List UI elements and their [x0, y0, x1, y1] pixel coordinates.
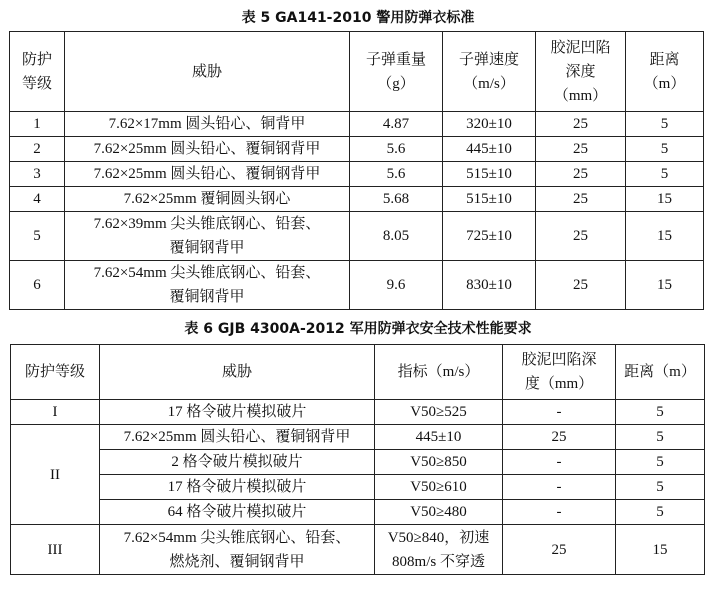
clay-depth-cell: 25: [536, 261, 626, 310]
header-threat: 威胁: [100, 345, 375, 400]
header-distance: 距离（m）: [616, 345, 705, 400]
clay-depth-cell: 25: [536, 137, 626, 162]
threat-cell: 2 格令破片模拟破片: [100, 450, 375, 475]
table-row: [10, 212, 704, 261]
threat-cell: 7.62×17mm 圆头铅心、铜背甲: [65, 112, 350, 137]
clay-depth-cell: -: [503, 450, 616, 475]
header-bullet-weight: 子弹重量 （g）: [350, 32, 443, 112]
distance-cell: 15: [616, 525, 705, 575]
clay-depth-cell: -: [503, 500, 616, 525]
table-row: [10, 162, 704, 187]
table-row: [10, 261, 704, 310]
header-clay-depth: 胶泥凹陷深 度（mm）: [503, 345, 616, 400]
distance-cell: 5: [616, 400, 705, 425]
level-cell: 5: [10, 212, 65, 261]
clay-depth-cell: 25: [536, 112, 626, 137]
distance-cell: 15: [626, 187, 704, 212]
threat-cell: 7.62×25mm 圆头铅心、覆铜钢背甲: [65, 162, 350, 187]
clay-depth-cell: 25: [536, 162, 626, 187]
threat-cell: 7.62×25mm 圆头铅心、覆铜钢背甲: [65, 137, 350, 162]
metric-cell: V50≥480: [375, 500, 503, 525]
distance-cell: 5: [616, 450, 705, 475]
threat-cell: 7.62×25mm 圆头铅心、覆铜钢背甲: [100, 425, 375, 450]
level-cell: 4: [10, 187, 65, 212]
distance-cell: 15: [626, 261, 704, 310]
metric-cell: V50≥525: [375, 400, 503, 425]
table-row: [11, 450, 705, 475]
metric-cell: V50≥610: [375, 475, 503, 500]
bullet-speed-cell: 320±10: [443, 112, 536, 137]
level-cell: III: [11, 525, 100, 575]
threat-cell: 17 格令破片模拟破片: [100, 400, 375, 425]
table-row: [11, 500, 705, 525]
bullet-speed-cell: 515±10: [443, 187, 536, 212]
distance-cell: 15: [626, 212, 704, 261]
distance-cell: 5: [626, 137, 704, 162]
metric-cell: V50≥840，初速 808m/s 不穿透: [375, 525, 503, 575]
ga141-standard-table: [9, 31, 704, 310]
header-distance: 距离 （m）: [626, 32, 704, 112]
threat-cell: 7.62×39mm 尖头锥底钢心、铅套、 覆铜钢背甲: [65, 212, 350, 261]
bullet-speed-cell: 830±10: [443, 261, 536, 310]
distance-cell: 5: [626, 112, 704, 137]
table-header-row: [11, 345, 705, 400]
table2-caption: 表 6 GJB 4300A-2012 军用防弹衣安全技术性能要求: [184, 321, 532, 337]
distance-cell: 5: [616, 475, 705, 500]
bullet-weight-cell: 5.68: [350, 187, 443, 212]
level-cell: 1: [10, 112, 65, 137]
level-cell: 2: [10, 137, 65, 162]
threat-cell: 7.62×25mm 覆铜圆头钢心: [65, 187, 350, 212]
header-protection-level: 防护等级: [11, 345, 100, 400]
level-cell: I: [11, 400, 100, 425]
table-row: [11, 525, 705, 575]
header-bullet-speed: 子弹速度 （m/s）: [443, 32, 536, 112]
table-row: [11, 475, 705, 500]
clay-depth-cell: 25: [503, 525, 616, 575]
header-metric: 指标（m/s）: [375, 345, 503, 400]
table1-caption: 表 5 GA141-2010 警用防弹衣标准: [241, 10, 475, 26]
header-protection-level: 防护 等级: [10, 32, 65, 112]
distance-cell: 5: [616, 425, 705, 450]
metric-cell: V50≥850: [375, 450, 503, 475]
bullet-weight-cell: 5.6: [350, 137, 443, 162]
table-row: [10, 187, 704, 212]
level-cell: 3: [10, 162, 65, 187]
table-row: [10, 137, 704, 162]
header-clay-depth: 胶泥凹陷 深度 （mm）: [536, 32, 626, 112]
threat-cell: 7.62×54mm 尖头锥底钢心、铅套、 覆铜钢背甲: [65, 261, 350, 310]
threat-cell: 17 格令破片模拟破片: [100, 475, 375, 500]
clay-depth-cell: -: [503, 475, 616, 500]
clay-depth-cell: 25: [536, 187, 626, 212]
table-header-row: [10, 32, 704, 112]
bullet-weight-cell: 4.87: [350, 112, 443, 137]
threat-cell: 7.62×54mm 尖头锥底钢心、铅套、 燃烧剂、覆铜钢背甲: [100, 525, 375, 575]
gjb4300a-requirements-table: [10, 344, 705, 575]
level-cell: 6: [10, 261, 65, 310]
clay-depth-cell: 25: [536, 212, 626, 261]
bullet-weight-cell: 5.6: [350, 162, 443, 187]
clay-depth-cell: -: [503, 400, 616, 425]
clay-depth-cell: 25: [503, 425, 616, 450]
threat-cell: 64 格令破片模拟破片: [100, 500, 375, 525]
bullet-speed-cell: 515±10: [443, 162, 536, 187]
distance-cell: 5: [626, 162, 704, 187]
bullet-speed-cell: 725±10: [443, 212, 536, 261]
table-row: [10, 112, 704, 137]
header-threat: 威胁: [65, 32, 350, 112]
level-cell: II: [11, 425, 100, 525]
metric-cell: 445±10: [375, 425, 503, 450]
bullet-speed-cell: 445±10: [443, 137, 536, 162]
table-row: [11, 400, 705, 425]
bullet-weight-cell: 8.05: [350, 212, 443, 261]
bullet-weight-cell: 9.6: [350, 261, 443, 310]
table-row: [11, 425, 705, 450]
distance-cell: 5: [616, 500, 705, 525]
